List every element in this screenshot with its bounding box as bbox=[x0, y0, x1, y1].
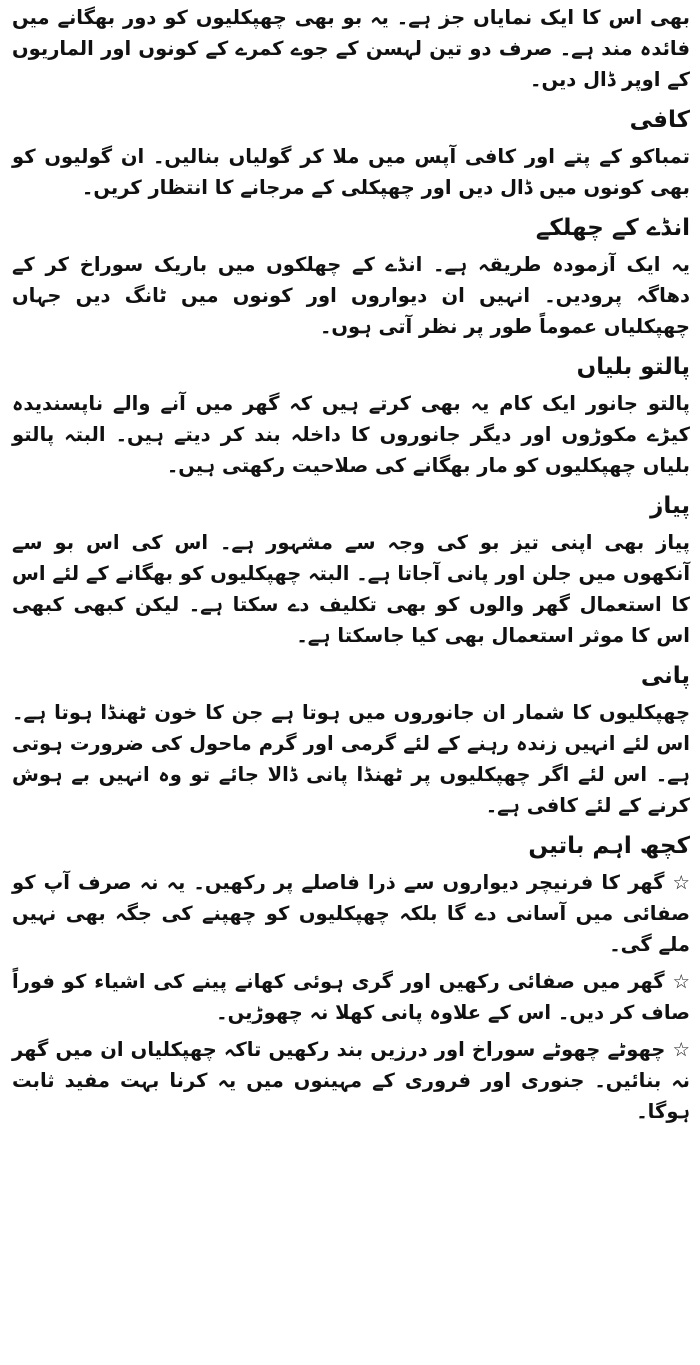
egg-shells-paragraph: یہ ایک آزمودہ طریقہ ہے۔ انڈے کے چھلکوں میں باریک سوراخ کر کے دھاگہ پرودیں۔ انہیں ان دیواروں اور کونوں میں ٹانگ دیں جہاں چھپکلیاں عموماً طور پر نظر آتی ہوں۔ bbox=[12, 253, 690, 338]
heading-egg-shells: انڈے کے چھلکے bbox=[535, 215, 690, 241]
heading-pet-cats: پالتو بلیاں bbox=[576, 354, 690, 380]
heading-water: پانی bbox=[640, 663, 690, 689]
water-paragraph: چھپکلیوں کا شمار ان جانوروں میں ہوتا ہے جن کا خون ٹھنڈا ہوتا ہے۔ اس لئے انہیں زندہ رہنے کے لئے گرمی اور گرم ماحول کی ضرورت ہوتی ہے۔ اس لئے اگر چھپکلیوں پر ٹھنڈا پانی ڈالا جائے تو وہ انہیں بے ہوش کرنے کے لئے کافی ہے۔ bbox=[12, 701, 690, 817]
pet-cats-paragraph: پالتو جانور ایک کام یہ بھی کرتے ہیں کہ گھر میں آنے والے ناپسندیدہ کیڑے مکوڑوں اور دیگر جانوروں کا داخلہ بند کر دیتے ہیں۔ البتہ پالتو بلیاں چھپکلیوں کو مار بھگانے کی صلاحیت رکھتی ہیں۔ bbox=[12, 392, 690, 477]
tip-cleanliness: ☆ گھر میں صفائی رکھیں اور گری ہوئی کھانے پینے کی اشیاء کو فوراً صاف کر دیں۔ اس کے علاوہ پانی کھلا نہ چھوڑیں۔ bbox=[12, 970, 690, 1024]
heading-coffee: کافی bbox=[629, 107, 690, 133]
heading-important-tips: کچھ اہم باتیں bbox=[528, 833, 690, 859]
coffee-paragraph: تمباکو کے پتے اور کافی آپس میں ملا کر گولیاں بنالیں۔ ان گولیوں کو بھی کونوں میں ڈال دیں اور چھپکلی کے مرجانے کا انتظار کریں۔ bbox=[12, 145, 690, 199]
article-page bbox=[0, 2, 700, 1127]
garlic-paragraph: بھی اس کا ایک نمایاں جز ہے۔ یہ بو بھی چھپکلیوں کو دور بھگانے میں فائدہ مند ہے۔ صرف دو تین لہسن کے جوے کمرے کے کونوں اور الماریوں کے اوپر ڈال دیں۔ bbox=[12, 6, 690, 91]
tip-furniture: ☆ گھر کا فرنیچر دیواروں سے ذرا فاصلے پر رکھیں۔ یہ نہ صرف آپ کو صفائی میں آسانی دے گا بلکہ چھپکلیوں کو چھپنے کی جگہ بھی نہیں ملے گی۔ bbox=[12, 871, 690, 956]
tip-holes: ☆ چھوٹے چھوٹے سوراخ اور درزیں بند رکھیں تاکہ چھپکلیاں ان میں گھر نہ بنائیں۔ جنوری اور فروری کے مہینوں میں یہ کرنا بہت مفید ثابت ہوگا۔ bbox=[12, 1038, 690, 1123]
onion-paragraph: پیاز بھی اپنی تیز بو کی وجہ سے مشہور ہے۔ اس کی اس بو سے آنکھوں میں جلن اور پانی آجاتا ہے۔ البتہ چھپکلیوں کو بھگانے کے لئے اس کا استعمال گھر والوں کو بھی تکلیف دے سکتا ہے۔ لیکن کبھی کبھی اس کا موثر استعمال بھی کیا جاسکتا ہے۔ bbox=[12, 531, 690, 647]
heading-onion: پیاز bbox=[650, 493, 690, 519]
